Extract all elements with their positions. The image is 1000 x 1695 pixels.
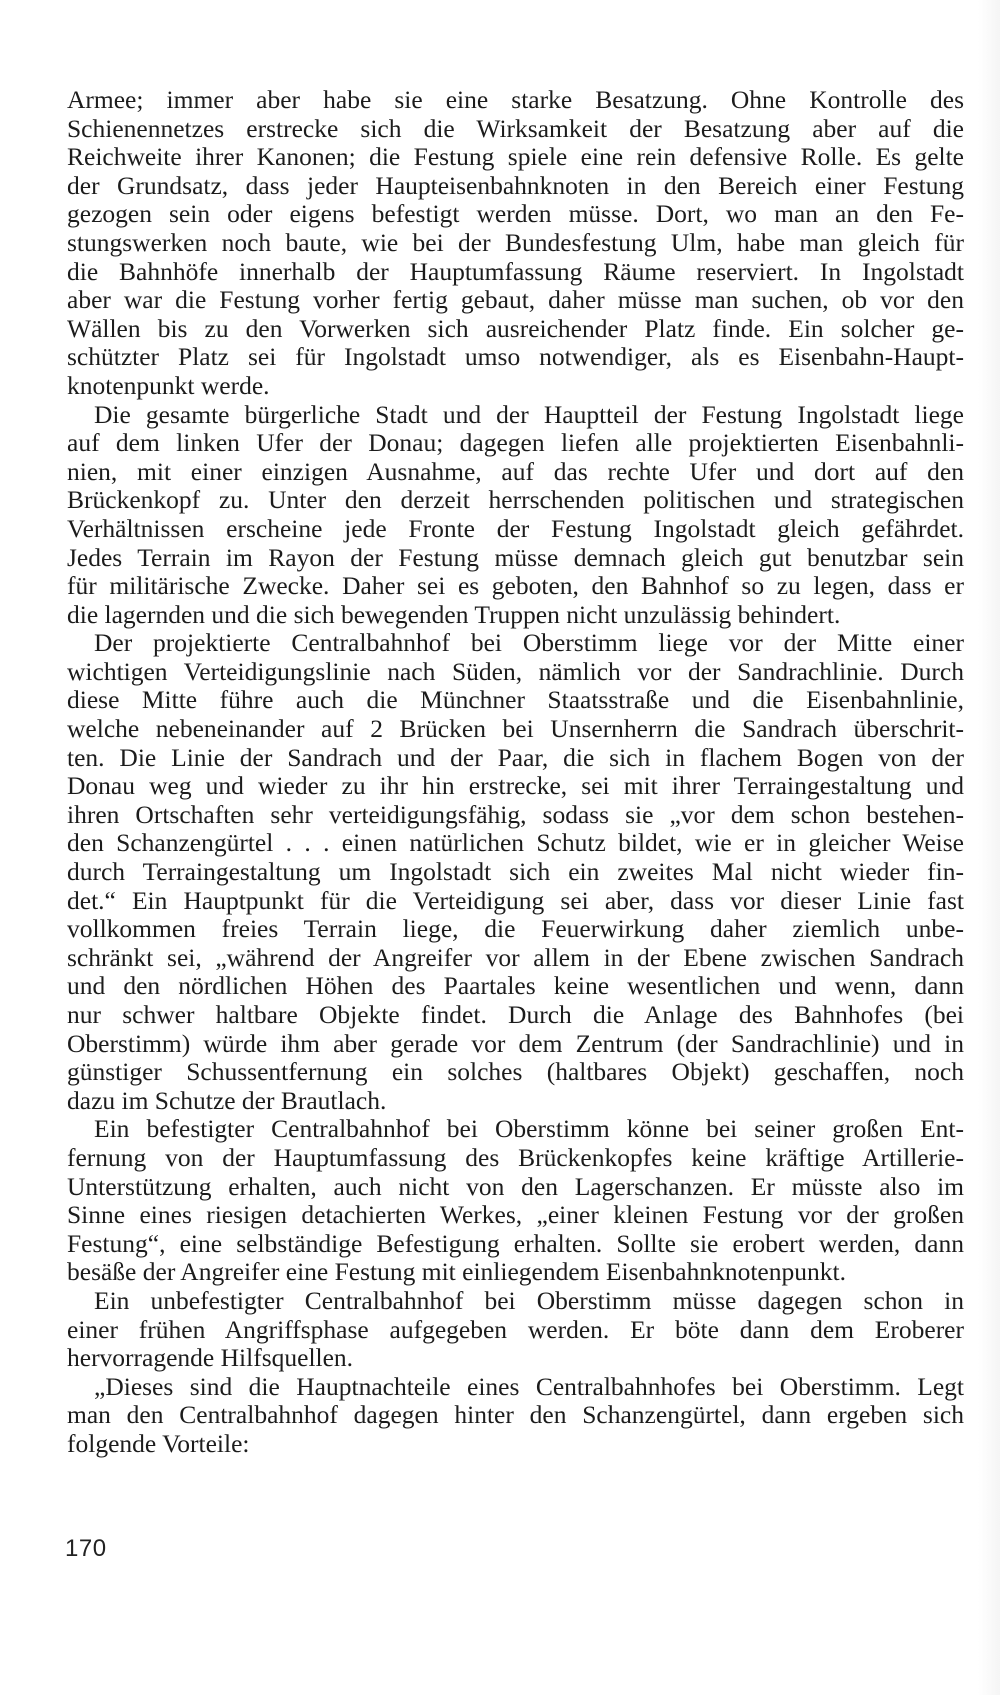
text-line: und den nördlichen Höhen des Paartales keine wesentlichen und wenn, dann — [67, 971, 964, 1001]
text-line: für militärische Zwecke. Daher sei es geboten, den Bahnhof so zu legen, dass er — [67, 571, 964, 601]
text-line: det.“ Ein Hauptpunkt für die Verteidigung sei aber, dass vor dieser Linie fast — [67, 885, 964, 915]
body-text — [67, 86, 964, 1459]
text-line: Wällen bis zu den Vorwerken sich ausreichender Platz finde. Ein solcher ge- — [67, 313, 964, 343]
text-line: nien, mit einer einzigen Ausnahme, auf das rechte Ufer und dort auf den — [67, 456, 964, 486]
text-line: Reichweite ihrer Kanonen; die Festung spiele eine rein defensive Rolle. Es gelte — [67, 142, 964, 172]
text-line: welche nebeneinander auf 2 Brücken bei Unsernherrn die Sandrach überschrit- — [67, 714, 964, 744]
text-line: stungswerken noch baute, wie bei der Bundesfestung Ulm, habe man gleich für — [67, 227, 964, 257]
text-line: ihren Ortschaften sehr verteidigungsfähig, sodass sie „vor dem schon bestehen- — [67, 799, 964, 829]
text-line: Ein unbefestigter Centralbahnhof bei Oberstimm müsse dagegen schon in — [94, 1285, 964, 1315]
text-line: diese Mitte führe auch die Münchner Staatsstraße und die Eisenbahnlinie, — [67, 685, 964, 715]
text-line: ten. Die Linie der Sandrach und der Paar, die sich in flachem Bogen von der — [67, 742, 964, 772]
text-line: Verhältnissen erscheine jede Fronte der Festung Ingolstadt gleich gefährdet. — [67, 513, 964, 543]
text-line: vollkommen freies Terrain liege, die Feuerwirkung daher ziemlich unbe- — [67, 914, 964, 944]
text-line: den Schanzengürtel . . . einen natürlichen Schutz bildet, wie er in gleicher Weise — [67, 828, 964, 858]
text-line: die Bahnhöfe innerhalb der Hauptumfassung Räume reserviert. In Ingolstadt — [67, 256, 964, 286]
text-line: aber war die Festung vorher fertig gebaut, daher müsse man suchen, ob vor den — [67, 285, 964, 315]
text-line: Oberstimm) würde ihm aber gerade vor dem Zentrum (der Sandrachlinie) und in — [67, 1028, 964, 1058]
text-line: durch Terraingestaltung um Ingolstadt sich ein zweites Mal nicht wieder fin- — [67, 857, 964, 887]
text-line: schützter Platz sei für Ingolstadt umso notwendiger, als es Eisenbahn-Haupt- — [67, 342, 964, 372]
text-line: dazu im Schutze der Brautlach. — [67, 1085, 387, 1115]
text-line: folgende Vorteile: — [67, 1428, 250, 1458]
text-line: Brückenkopf zu. Unter den derzeit herrschenden politischen und strategischen — [67, 485, 964, 515]
text-line: Unterstützung erhalten, auch nicht von den Lagerschanzen. Er müsste also im — [67, 1171, 964, 1201]
text-line: hervorragende Hilfsquellen. — [67, 1343, 354, 1373]
text-line: auf dem linken Ufer der Donau; dagegen liefen alle projektierten Eisenbahnli- — [67, 428, 964, 458]
text-line: Donau weg und wieder zu ihr hin erstrecke, sei mit ihrer Terraingestaltung und — [67, 771, 964, 801]
text-line: wichtigen Verteidigungslinie nach Süden, nämlich vor der Sandrachlinie. Durch — [67, 656, 964, 686]
text-line: knotenpunkt werde. — [67, 370, 270, 400]
text-line: man den Centralbahnhof dagegen hinter den Schanzengürtel, dann ergeben sich — [67, 1400, 964, 1430]
text-line: Ein befestigter Centralbahnhof bei Oberstimm könne bei seiner großen Ent- — [94, 1114, 964, 1144]
text-line: besäße der Angreifer eine Festung mit einliegendem Eisenbahnknotenpunkt. — [67, 1257, 846, 1287]
text-line: schränkt sei, „während der Angreifer vor allem in der Ebene zwischen Sandrach — [67, 942, 964, 972]
text-line: die lagernden und die sich bewegenden Truppen nicht unzulässig behindert. — [67, 599, 841, 629]
text-line: günstiger Schussentfernung ein solches (haltbares Objekt) geschaffen, noch — [67, 1057, 964, 1087]
text-line: der Grundsatz, dass jeder Haupteisenbahnknoten in den Bereich einer Festung — [67, 170, 964, 200]
text-line: Sinne eines riesigen detachierten Werkes, „einer kleinen Festung vor der großen — [67, 1200, 964, 1230]
text-line: Schienennetzes erstrecke sich die Wirksamkeit der Besatzung aber auf die — [67, 113, 964, 143]
text-line: Jedes Terrain im Rayon der Festung müsse demnach gleich gut benutzbar sein — [67, 542, 964, 572]
text-line: einer frühen Angriffsphase aufgegeben werden. Er böte dann dem Eroberer — [67, 1314, 964, 1344]
page-edge-shadow — [978, 0, 1000, 1695]
page-number: 170 — [65, 1535, 107, 1562]
text-line: nur schwer haltbare Objekte findet. Durch die Anlage des Bahnhofes (bei — [67, 1000, 964, 1029]
text-line: gezogen sein oder eigens befestigt werden müsse. Dort, wo man an den Fe- — [67, 199, 964, 229]
text-line: Der projektierte Centralbahnhof bei Oberstimm liege vor der Mitte einer — [94, 628, 964, 658]
text-line: Die gesamte bürgerliche Stadt und der Hauptteil der Festung Ingolstadt liege — [94, 399, 964, 429]
text-line: fernung von der Hauptumfassung des Brückenkopfes keine kräftige Artillerie- — [67, 1142, 964, 1172]
text-line: „Dieses sind die Hauptnachteile eines Centralbahnhofes bei Oberstimm. Legt — [94, 1371, 964, 1401]
text-line: Armee; immer aber habe sie eine starke Besatzung. Ohne Kontrolle des — [67, 85, 964, 114]
text-line: Festung“, eine selbständige Befestigung erhalten. Sollte sie erobert werden, dann — [67, 1228, 964, 1258]
